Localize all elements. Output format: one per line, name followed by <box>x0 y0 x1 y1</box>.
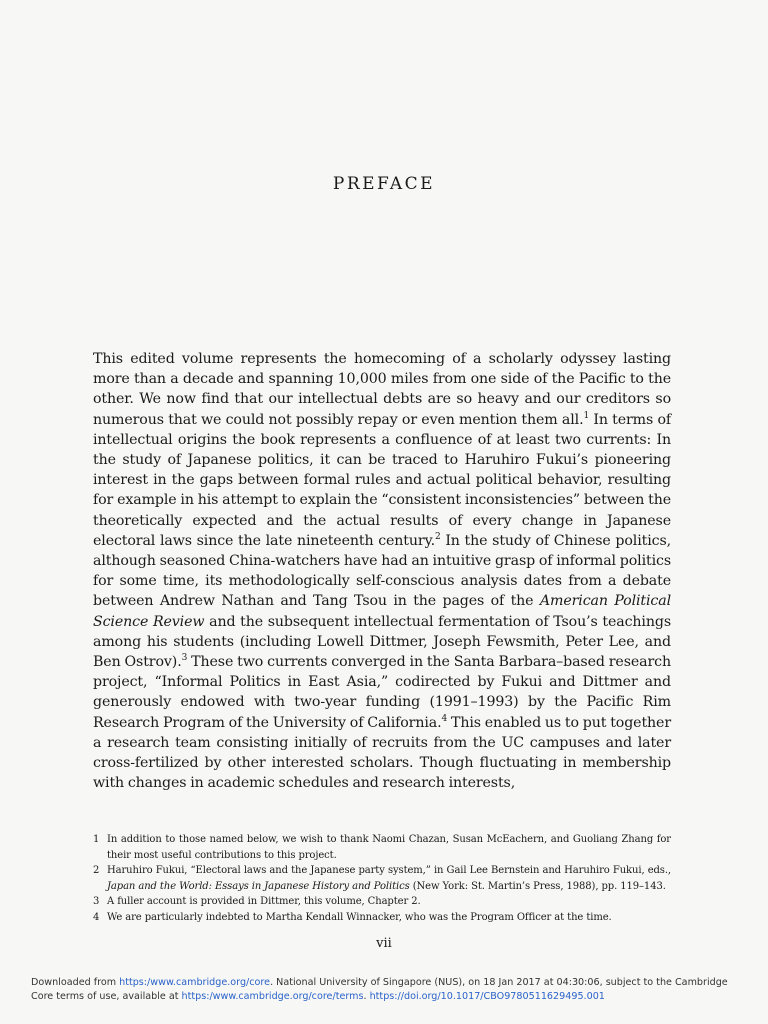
footnote-text: (New York: St. Martin’s Press, 1988), pp. 119–143. <box>409 880 666 892</box>
footnote-text: We are particularly indebted to Martha Kendall Winnacker, who was the Program Officer at the time. <box>107 911 612 923</box>
download-notice <box>31 976 761 1004</box>
body-text-segment: and the subsequent intellectual fermentation of Tsou’s teachings among his students (including Lowell Dittmer, Joseph Fewsmith, Peter Lee, and Ben Ostrov). <box>93 613 671 671</box>
cambridge-core-link[interactable]: https:/www.cambridge.org/core <box>119 977 271 988</box>
journal-title: American Political Science Review <box>93 593 671 630</box>
terms-link[interactable]: https:/www.cambridge.org/core/terms <box>181 991 364 1002</box>
footnotes <box>93 832 671 925</box>
body-text-segment: In the study of Chinese politics, although seasoned China-watchers have had an intuitive grasp of informal politics for some time, its methodologically self-conscious analysis dates from a debate between Andrew Nathan and Tang Tsou in the pages of the <box>93 532 672 610</box>
footnote-number: 1 <box>93 834 100 845</box>
footnote-text: A fuller account is provided in Dittmer, this volume, Chapter 2. <box>107 896 421 907</box>
preface-paragraph <box>93 349 671 793</box>
footnote-ref-4[interactable]: 4 <box>441 713 448 724</box>
page-title: PREFACE <box>332 174 436 194</box>
download-notice-line-2 <box>31 990 761 1004</box>
doi-link[interactable]: https://doi.org/10.1017/CBO9780511629495.001 <box>369 991 605 1002</box>
book-title: Japan and the World: Essays in Japanese History and Politics <box>107 880 410 892</box>
footnote-4 <box>93 910 671 926</box>
footnote-text: In addition to those named below, we wish to thank Naomi Chazan, Susan McEachern, and Guoliang Zhang for their most useful contributions to this project. <box>107 834 671 861</box>
page-number: vii <box>376 936 392 951</box>
footnote-number: 3 <box>93 896 100 907</box>
footnote-text: Haruhiro Fukui, “Electoral laws and the Japanese party system,” in Gail Lee Bernstein and Haruhiro Fukui, eds., <box>107 865 671 876</box>
footnote-number: 4 <box>93 911 100 923</box>
notice-text: Core terms of use, available at <box>31 991 182 1002</box>
footnote-number: 2 <box>93 865 100 876</box>
footnote-ref-1[interactable]: 1 <box>583 410 590 421</box>
footnote-2 <box>93 863 671 894</box>
notice-text: . National University of Singapore (NUS), on 18 Jan 2017 at 04:30:06, subject to the Cambridge <box>270 977 728 988</box>
footnote-ref-3[interactable]: 3 <box>181 653 188 664</box>
footnote-3 <box>93 894 671 910</box>
body-text-segment: These two currents converged in the Santa Barbara–based research project, “Informal Politics in East Asia,” codirected by Fukui and Dittmer and generously endowed with two-year funding (1991–1993) by the Pacific Rim Research Program of the University of California. <box>93 654 671 731</box>
download-notice-line-1 <box>31 976 761 990</box>
body-text-segment: In terms of intellectual origins the book represents a confluence of at least two currents: In the study of Japanese politics, it can be traced to Haruhiro Fukui’s pioneering interest in the gaps between formal rules and actual political behavior, resulting for example in his attempt to explain the “consistent inconsistencies” between the theoretically expected and the actual results of every change in Japanese electoral laws since the late nineteenth century. <box>93 411 672 549</box>
body-text-segment: This edited volume represents the homecoming of a scholarly odyssey lasting more than a decade and spanning 10,000 miles from one side of the Pacific to the other. We now find that our intellectual debts are so heavy and our creditors so numerous that we could not possibly repay or even mention them all. <box>93 351 671 428</box>
footnote-1 <box>93 832 671 863</box>
footnote-ref-2[interactable]: 2 <box>434 531 441 542</box>
body-text-segment: This enabled us to put together a research team consisting initially of recruits from the UC campuses and later cross-fertilized by other interested scholars. Though fluctuating in membership with changes in academic schedules and research interests, <box>93 714 671 792</box>
notice-text: Downloaded from <box>31 977 120 988</box>
notice-text: . <box>363 991 370 1002</box>
